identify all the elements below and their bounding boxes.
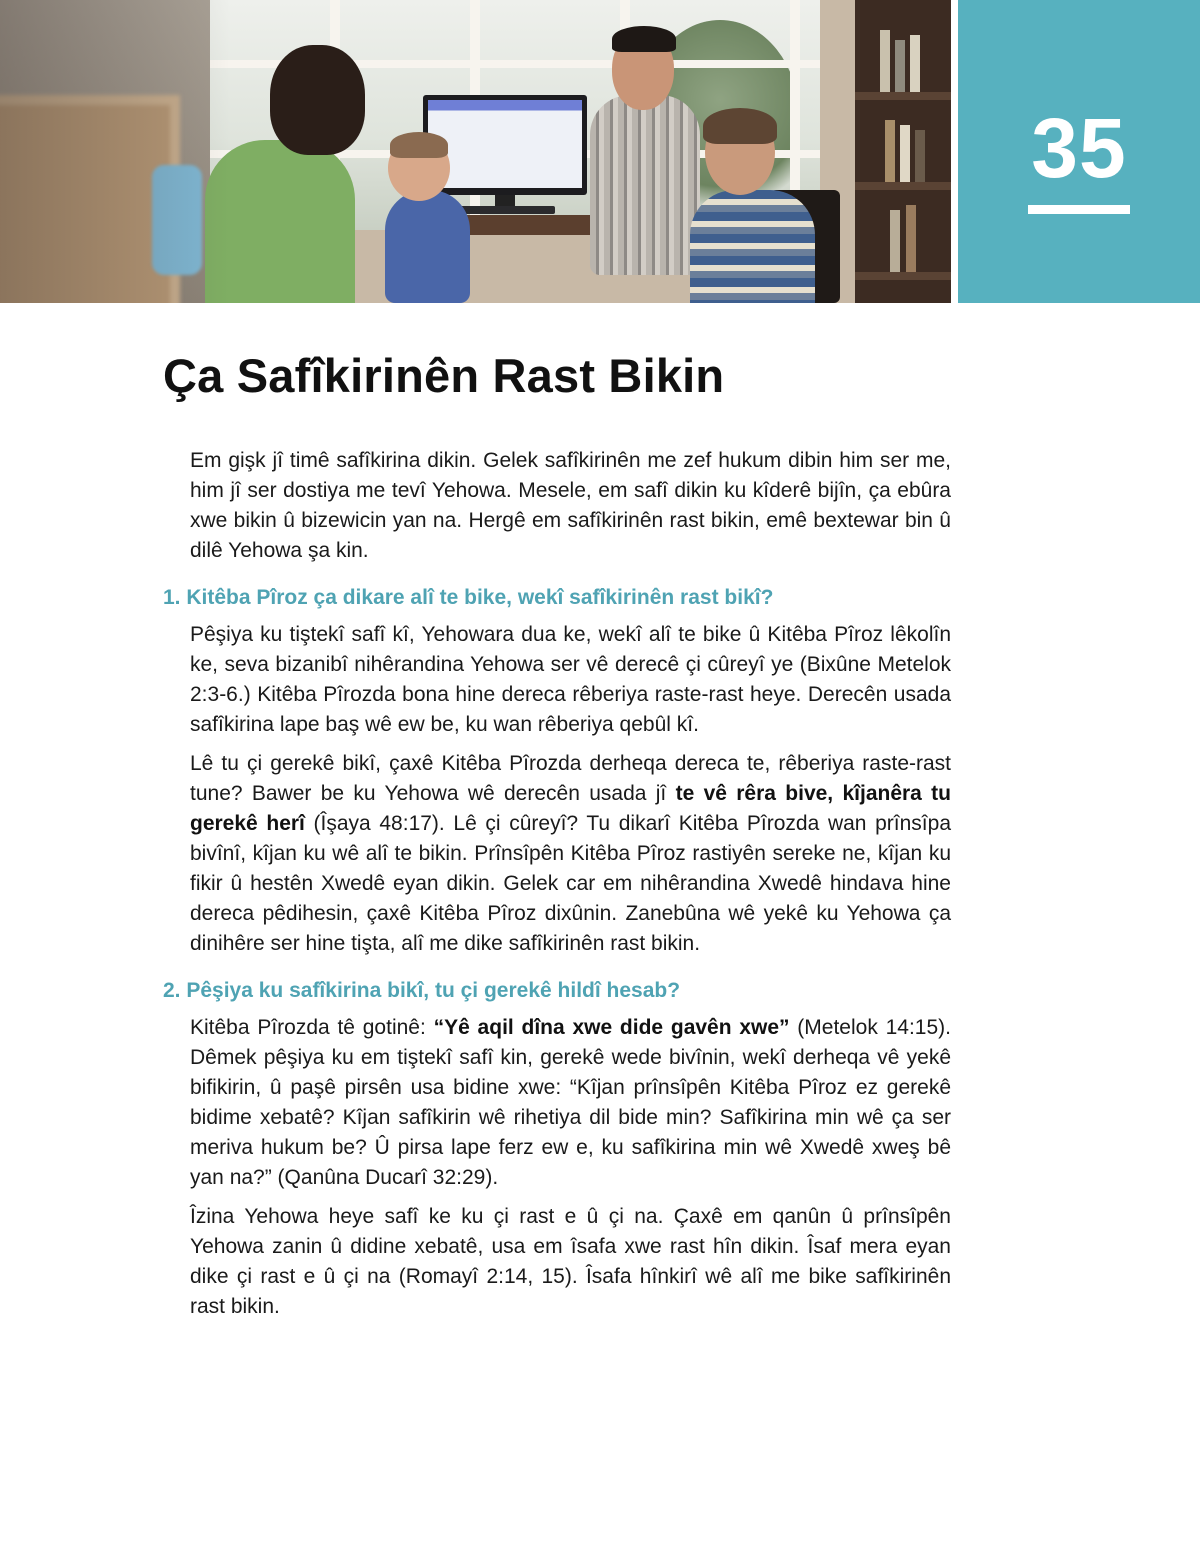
text-run: (Metelok 14:15). Dêmek pêşiya ku em tiştekî safî kin, gerekê wede bivînin, wekî derheqa vê yekê bifikirin, û paşê pirsên usa bidine xwe: “Kîjan prînsîpên Kitêba Pîroz ez gerekê bidime xebatê? Kîjan safîkirin wê rihetiya dil bide min? Safîkirina min wê ça ser meriva hukum be? Û pirsa lape ferz ew e, ku safîkirina min wê Xwedê xweş bê yan na?” (Qanûna Ducarî 32:29). <box>190 1016 951 1189</box>
header-photo <box>0 0 951 303</box>
question-1-heading: 1. Kitêba Pîroz ça dikare alî te bike, wekî safîkirinên rast bikî? <box>163 586 774 609</box>
page-title: Ça Safîkirinên Rast Bikin <box>163 349 725 402</box>
intro-paragraph: Em gişk jî timê safîkirina dikin. Gelek safîkirinên me zef hukum dibin him ser me, him jî ser dostiya me tevî Yehowa. Mesele, em safî dikin ku kîderê bijîn, ça ebûra xwe bikin û bizewicin yan na. Hergê em safîkirinên rast bikin, emê bextewar bin û dilê Yehowa şa kin. <box>190 449 951 562</box>
text-run: (Îşaya 48:17). Lê çi cûreyî? Tu dikarî Kitêba Pîrozda wan prînsîpa bivînî, kîjan ku wê alî te bikin. Prînsîpên Kitêba Pîroz rastiyên sereke ne, kîjan ku fikir û hestên Xwedê eyan dikin. Gelek car em nihêrandina Xwedê hindava hine dereca pêdihesin, çaxê Kitêba Pîroz dixûnin. Zanebûna wê yekê ku Yehowa ça dinihêre ser hine tişta, alî me dike safîkirinên rast bikin. <box>190 812 951 955</box>
text-run: Lê tu çi gerekê bikî, çaxê Kitêba Pîrozda derheqa dereca te, rêberiya raste-rast tune? Bawer be ku Yehowa wê derecên usada jî <box>190 752 951 805</box>
question-2-paragraph-2: Îzina Yehowa heye safî ke ku çi rast e û çi na. Çaxê em qanûn û prînsîpên Yehowa zanin û didine xebatê, usa em îsafa xwe rast hîn dikin. Îsaf mera eyan dike çi rast e û çi na (Romayî 2:14, 15). Îsafa hînkirî wê alî me bike safîkirinên rast bikin. <box>190 1205 951 1318</box>
chapter-number: 35 <box>1031 101 1127 195</box>
chapter-tab <box>958 0 1200 303</box>
question-1-paragraph-2 <box>190 749 951 959</box>
text-run: Kitêba Pîrozda tê gotinê: <box>190 1016 434 1039</box>
bold-quote: “Yê aqil dîna xwe dide gavên xwe” <box>433 1016 790 1039</box>
question-2-paragraph-1 <box>190 1013 951 1193</box>
question-2-heading: 2. Pêşiya ku safîkirina bikî, tu çi gerekê hildî hesab? <box>163 979 681 1002</box>
article-body <box>163 446 951 1331</box>
question-1-paragraph-1: Pêşiya ku tiştekî safî kî, Yehowara dua ke, wekî alî te bike û Kitêba Pîroz lêkolîn ke, seva bizanibî nihêrandina Yehowa ser vê derecê çi cûreyî ye (Bixûne Metelok 2:3-6.) Kitêba Pîrozda bona hine dereca rêberiya raste-rast heye. Derecên usada safîkirina lape baş wê ew be, ku wan rêberiya qebûl kî. <box>190 623 951 736</box>
chapter-underline <box>1028 205 1130 214</box>
bold-quote: te vê rêra bive, kîjanêra tu gerekê herî <box>190 782 952 835</box>
